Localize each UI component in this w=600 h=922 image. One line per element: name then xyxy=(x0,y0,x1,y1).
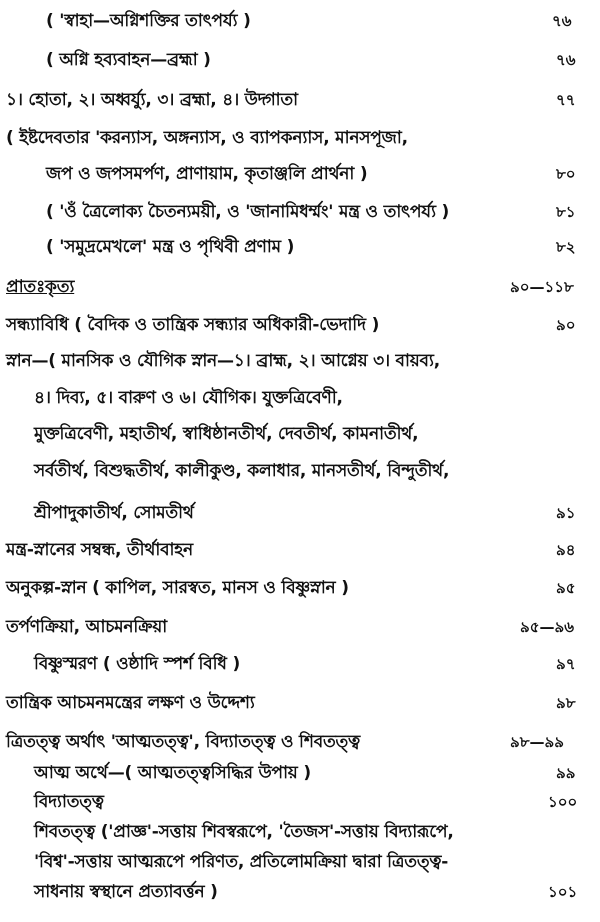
toc-section-heading xyxy=(0,273,600,301)
toc-entry xyxy=(0,124,600,152)
toc-entry xyxy=(0,613,600,641)
toc-entry-page: ৯৮ xyxy=(556,694,576,712)
toc-entry-text: স্নান—( মানসিক ও যৌগিক স্নান—১। ব্রাহ্ম, ২। আগ্নেয় ৩। বায়ব্য, xyxy=(6,351,441,371)
toc-entry xyxy=(0,878,600,906)
toc-entry-page: ১০০ xyxy=(548,793,578,811)
toc-entry-page: ৯৪ xyxy=(556,541,576,559)
toc-entry xyxy=(0,198,600,226)
toc-heading-text: প্রাতঃকৃত্য xyxy=(6,277,75,297)
toc-entry-page: ৯৫ xyxy=(556,579,576,597)
toc-entry xyxy=(0,46,600,74)
toc-entry-text: শিবতত্ত্ব ('প্রাজ্ঞ'-সত্তায় শিবস্বরূপে, 'তৈজস'-সত্তায় বিদ্যারূপে, xyxy=(34,822,454,842)
toc-entry-page: ৯১ xyxy=(556,504,576,522)
toc-entry-text: বিদ্যাতত্ত্ব xyxy=(34,792,104,812)
toc-entry-text: মন্ত্র-স্নানের সম্বন্ধ, তীর্থাবাহন xyxy=(6,540,193,560)
toc-entry-text: ( 'ওঁ ত্রৈলোক্য চৈতন্যময়ী, ও 'জানামিধর্ম্মং' মন্ত্র ও তাৎপর্য্য ) xyxy=(46,202,450,222)
toc-entry-page: ৭৬ xyxy=(556,51,576,69)
toc-entry-text: ( 'স্বাহা—অগ্নিশক্তির তাৎপর্য্য ) xyxy=(46,11,251,31)
toc-entry-text: জপ ও জপসমর্পণ, প্রাণায়াম, কৃতাঞ্জলি প্রার্থনা ) xyxy=(46,164,368,184)
toc-entry-page: ৯৮—৯৯ xyxy=(510,733,564,751)
toc-entry xyxy=(0,86,600,114)
toc-entry-page: ৯৭ xyxy=(556,655,576,673)
toc-entry xyxy=(0,788,600,816)
toc-entry-text: ১। হোতা, ২। অধ্বর্য্যু, ৩। ব্রহ্মা, ৪। উদ্গাতা xyxy=(6,90,298,110)
toc-entry xyxy=(0,7,600,35)
toc-entry-text: আত্ম অর্থে—( আত্মতত্ত্বসিদ্ধির উপায় ) xyxy=(34,763,311,783)
toc-entry-text: তান্ত্রিক আচমনমন্ত্রের লক্ষণ ও উদ্দেশ্য xyxy=(6,693,255,713)
toc-entry xyxy=(0,499,600,527)
toc-entry xyxy=(0,233,600,261)
toc-entry xyxy=(0,728,600,756)
toc-entry xyxy=(0,384,600,412)
toc-entry xyxy=(0,574,600,602)
toc-entry-page: ৮১ xyxy=(556,203,576,221)
toc-entry xyxy=(0,420,600,448)
toc-entry-text: শ্রীপাদুকাতীর্থ, সোমতীর্থ xyxy=(34,503,194,523)
toc-entry-text: অনুকল্প-স্নান ( কাপিল, সারস্বত, মানস ও বিষ্ণুস্নান ) xyxy=(6,578,349,598)
toc-entry-text: 'বিশ্ব'-সত্তায় আত্মরূপে পরিণত, প্রতিলোমক্রিয়া দ্বারা ত্রিতত্ত্ব- xyxy=(34,852,449,872)
toc-entry-text: ( ইষ্টদেবতার 'করন্যাস, অঙ্গন্যাস, ও ব্যাপকন্যাস, মানসপূজা, xyxy=(6,128,408,148)
toc-entry-text: ( 'সমুদ্রমেখলে' মন্ত্র ও পৃথিবী প্রণাম ) xyxy=(46,237,295,257)
toc-entry xyxy=(0,650,600,678)
toc-entry xyxy=(0,457,600,485)
toc-entry-text: বিষ্ণুস্মরণ ( ওষ্ঠাদি স্পর্শ বিধি ) xyxy=(34,654,241,674)
toc-entry xyxy=(0,536,600,564)
toc-entry-page: ৯৫—৯৬ xyxy=(520,618,574,636)
toc-entry-text: সাধনায় স্বস্থানে প্রত্যাবর্ত্তন ) xyxy=(34,882,218,902)
toc-entry-page: ১০১ xyxy=(548,883,578,901)
toc-entry-text: তর্পণক্রিয়া, আচমনক্রিয়া xyxy=(6,617,167,637)
toc-entry xyxy=(0,818,600,846)
toc-entry-text: মুক্তত্রিবেণী, মহাতীর্থ, স্বাধিষ্ঠানতীর্থ, দেবতীর্থ, কামনাতীর্থ, xyxy=(34,424,419,444)
toc-entry-page: ৮০ xyxy=(556,165,576,183)
toc-entry-page: ৭৭ xyxy=(556,91,576,109)
toc-entry-text: সন্ধ্যাবিধি ( বৈদিক ও তান্ত্রিক সন্ধ্যার অধিকারী-ভেদাদি ) xyxy=(6,315,380,335)
toc-entry-page: ৯৯ xyxy=(556,764,576,782)
toc-entry-text: ৪। দিব্য, ৫। বারুণ ও ৬। যৌগিক। যুক্তত্রিবেণী, xyxy=(34,388,343,408)
toc-entry xyxy=(0,759,600,787)
toc-entry xyxy=(0,160,600,188)
toc-entry-page: ৯০—১১৮ xyxy=(510,278,574,296)
toc-entry xyxy=(0,848,600,876)
toc-entry-text: ত্রিতত্ত্ব অর্থাৎ 'আত্মতত্ত্ব', বিদ্যাতত্ত্ব ও শিবতত্ত্ব xyxy=(6,732,360,752)
toc-entry-page: ৯০ xyxy=(556,316,576,334)
toc-entry xyxy=(0,311,600,339)
toc-entry-text: সর্বতীর্থ, বিশুদ্ধতীর্থ, কালীকুণ্ড, কলাধার, মানসতীর্থ, বিন্দুতীর্থ, xyxy=(34,461,450,481)
toc-entry xyxy=(0,689,600,717)
toc-entry xyxy=(0,347,600,375)
toc-entry-page: ৭৬ xyxy=(552,12,572,30)
toc-entry-page: ৮২ xyxy=(556,238,576,256)
toc-entry-text: ( অগ্নি হব্যবাহন—ব্রহ্মা ) xyxy=(46,50,211,70)
